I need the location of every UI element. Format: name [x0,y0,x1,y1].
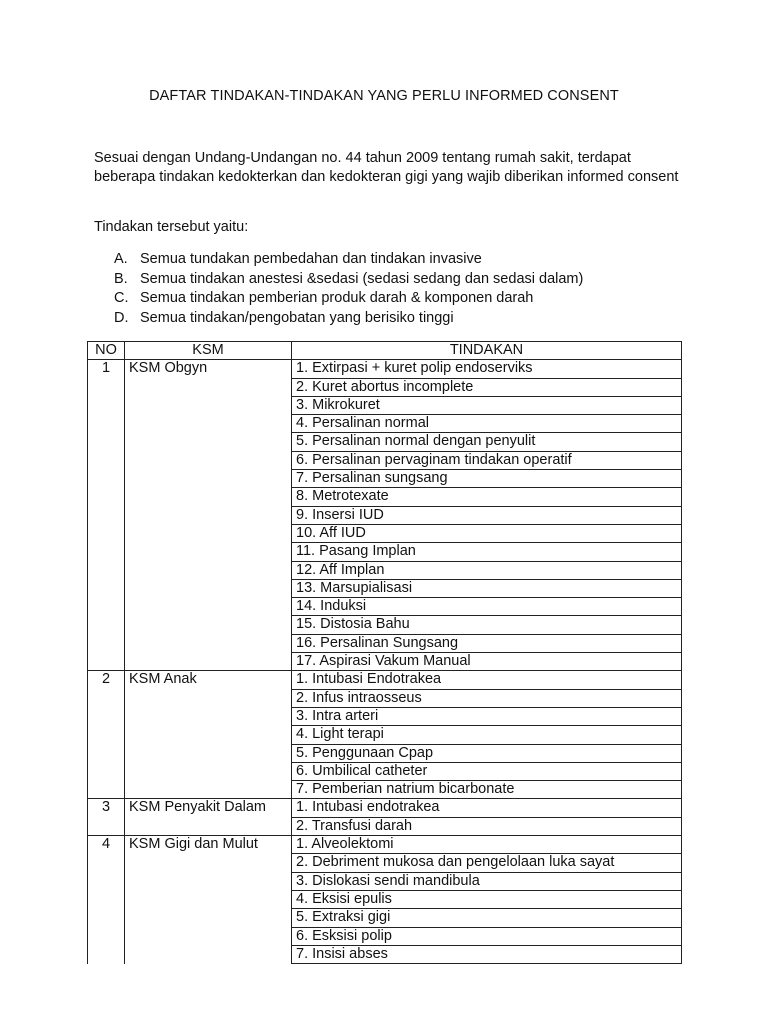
action-cell: 5. Penggunaan Cpap [292,744,682,762]
table-row [88,836,682,854]
action-cell: 1. Intubasi endotrakea [292,799,682,817]
criteria-text: Semua tundakan pembedahan dan tindakan invasive [140,251,482,267]
actions-table [87,341,682,964]
action-cell: 2. Transfusi darah [292,817,682,835]
action-cell: 4. Persalinan normal [292,415,682,433]
action-cell: 1. Intubasi Endotrakea [292,671,682,689]
action-cell: 4. Eksisi epulis [292,890,682,908]
intro-paragraph: Sesuai dengan Undang-Undangan no. 44 tahun 2009 tentang rumah sakit, terdapat beberapa tindakan kedokterkan dan kedokteran gigi yang wajib diberikan informed consent [94,150,679,185]
criteria-list [114,250,583,328]
action-cell: 11. Pasang Implan [292,543,682,561]
action-cell: 7. Pemberian natrium bicarbonate [292,781,682,799]
action-cell: 6. Esksisi polip [292,927,682,945]
header-ksm: KSM [125,342,292,360]
table-body [88,360,682,964]
action-cell: 3. Dislokasi sendi mandibula [292,872,682,890]
action-cell: 15. Distosia Bahu [292,616,682,634]
criteria-item [114,289,583,309]
action-cell: 5. Persalinan normal dengan penyulit [292,433,682,451]
table-row [88,799,682,817]
group-number: 3 [88,799,125,836]
group-ksm: KSM Obgyn [125,360,292,671]
action-cell: 3. Mikrokuret [292,396,682,414]
criteria-letter: C. [114,290,129,306]
criteria-item [114,270,583,290]
action-cell: 2. Kuret abortus incomplete [292,378,682,396]
action-cell: 17. Aspirasi Vakum Manual [292,653,682,671]
action-cell: 4. Light terapi [292,726,682,744]
criteria-letter: D. [114,309,129,326]
action-cell: 16. Persalinan Sungsang [292,634,682,652]
action-cell: 5. Extraksi gigi [292,909,682,927]
action-cell: 2. Debriment mukosa dan pengelolaan luka sayat [292,854,682,872]
table-row [88,360,682,378]
action-cell: 6. Umbilical catheter [292,762,682,780]
action-cell: 2. Infus intraosseus [292,689,682,707]
criteria-item [114,250,583,270]
action-cell: 13. Marsupialisasi [292,579,682,597]
action-cell: 10. Aff IUD [292,524,682,542]
table-row [88,671,682,689]
criteria-letter: B. [114,270,128,287]
group-ksm: KSM Penyakit Dalam [125,799,292,836]
criteria-item [114,309,583,329]
action-cell: 3. Intra arteri [292,707,682,725]
header-actions: TINDAKAN [292,342,682,360]
action-cell: 12. Aff Implan [292,561,682,579]
group-ksm: KSM Gigi dan Mulut [125,836,292,964]
action-cell: 6. Persalinan pervaginam tindakan operatif [292,451,682,469]
group-number: 1 [88,360,125,671]
criteria-text: Semua tindakan pemberian produk darah & komponen darah [140,290,534,306]
criteria-text: Semua tindakan/pengobatan yang berisiko tinggi [140,309,454,326]
criteria-letter: A. [114,251,128,267]
header-no: NO [88,342,125,360]
document-title: DAFTAR TINDAKAN-TINDAKAN YANG PERLU INFORMED CONSENT [149,88,619,104]
criteria-text: Semua tindakan anestesi &sedasi (sedasi sedang dan sedasi dalam) [140,270,584,287]
action-cell: 7. Persalinan sungsang [292,470,682,488]
table-header-row [88,342,682,360]
group-number: 4 [88,836,125,964]
action-cell: 8. Metrotexate [292,488,682,506]
group-ksm: KSM Anak [125,671,292,799]
action-cell: 14. Induksi [292,598,682,616]
group-number: 2 [88,671,125,799]
lead-sentence: Tindakan tersebut yaitu: [94,219,249,235]
action-cell: 1. Extirpasi + kuret polip endoserviks [292,360,682,378]
action-cell: 9. Insersi IUD [292,506,682,524]
action-cell: 7. Insisi abses [292,945,682,963]
action-cell: 1. Alveolektomi [292,836,682,854]
